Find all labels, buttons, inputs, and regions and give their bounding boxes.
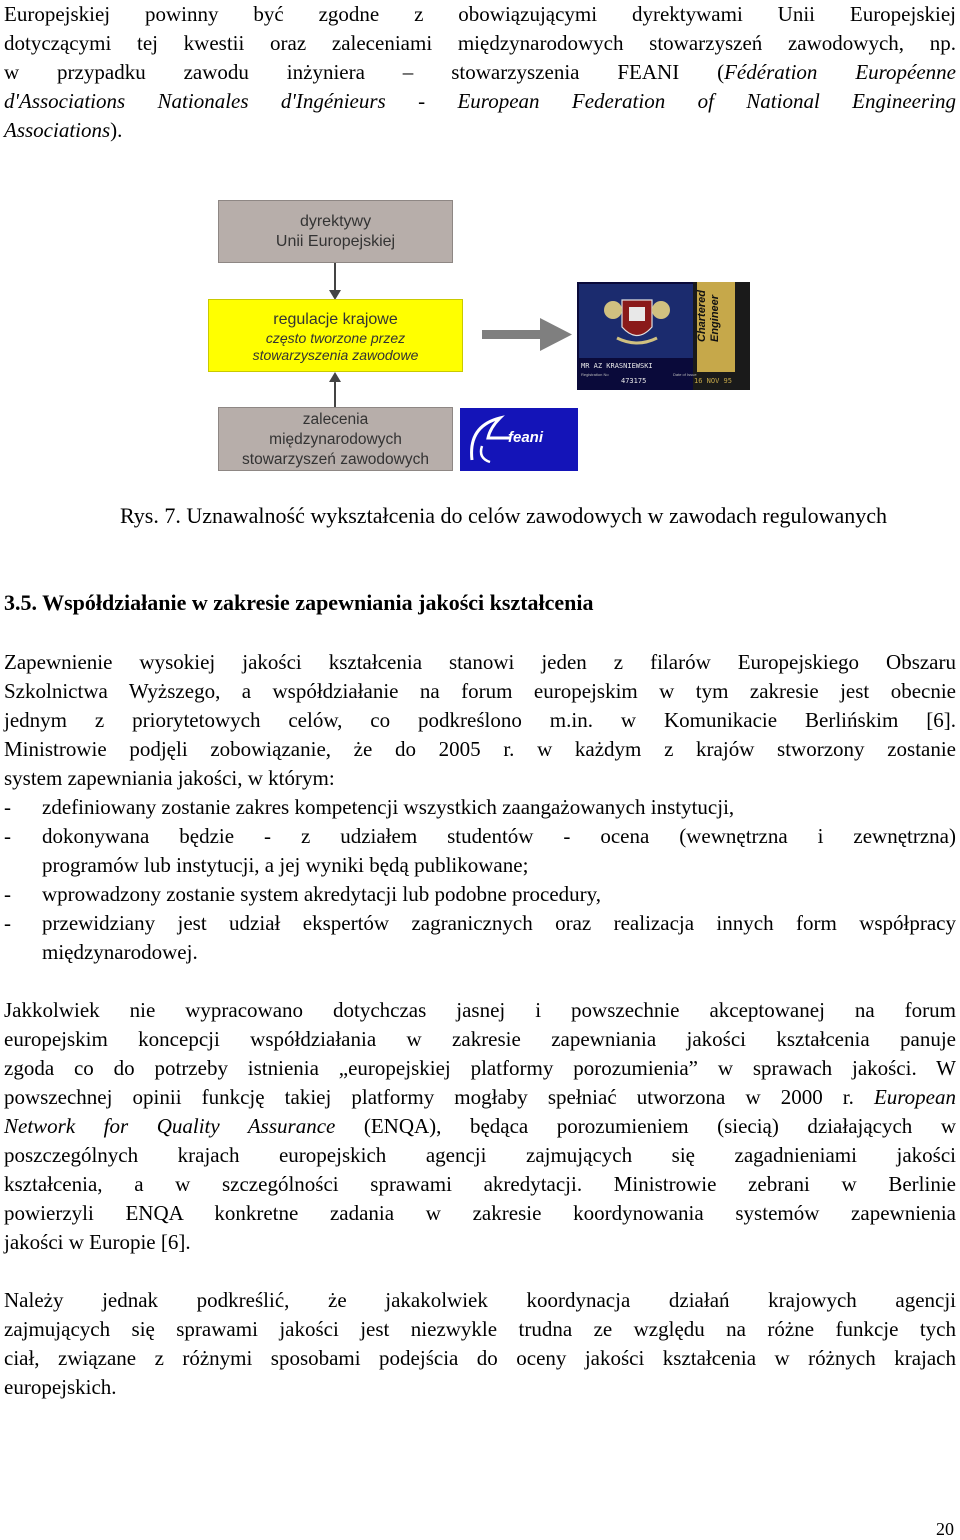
text-line: dotyczącymi tej kwestii oraz zaleceniami międzynarodowych stowarzyszeń zawodowych, np. bbox=[4, 31, 956, 55]
arrow-down-connector bbox=[334, 263, 336, 293]
svg-text:feani: feani bbox=[508, 429, 544, 446]
svg-text:Chartered: Chartered bbox=[696, 290, 708, 342]
text-line: Network for Quality Assurance (ENQA), będąca porozumieniem (siecią) działających w bbox=[4, 1114, 957, 1138]
text-line: powszechnej opinii funkcję takiej platformy mogłaby spełniać utworzona w 2000 r. European bbox=[4, 1085, 956, 1109]
svg-text:16 NOV 95: 16 NOV 95 bbox=[694, 377, 732, 385]
arrow-up-head bbox=[329, 372, 341, 382]
svg-text:MR AZ KRASNIEWSKI: MR AZ KRASNIEWSKI bbox=[581, 362, 653, 370]
international-recommendations-box: zalecenia międzynarodowych stowarzyszeń zawodowych bbox=[218, 407, 453, 471]
text-line: jednym z priorytetowych celów, co podkreślono m.in. w Komunikacie Berlińskim [6]. bbox=[4, 708, 956, 732]
svg-text:Date of Issue: Date of Issue bbox=[673, 372, 697, 377]
text-line: jakości w Europie [6]. bbox=[4, 1230, 191, 1254]
chartered-engineer-card-image bbox=[577, 282, 750, 390]
text-line: system zapewniania jakości, w którym: bbox=[4, 766, 335, 790]
text-line: zajmujących się sprawami jakości jest niezwykle trudna ze względu na różne funkcje tych bbox=[4, 1317, 956, 1341]
intro-paragraph bbox=[4, 0, 956, 145]
paragraph bbox=[4, 648, 956, 793]
text-line: Ministrowie podjęli zobowiązanie, że do 2005 r. w każdym z krajów stworzony zostanie bbox=[4, 737, 956, 761]
arrow-up-connector bbox=[334, 380, 336, 407]
text-line: ciał, związane z różnymi sposobami podejścia do oceny jakości kształcenia w różnych krajach bbox=[4, 1346, 956, 1370]
national-regulations-box: regulacje krajowe często tworzone przez stowarzyszenia zawodowe bbox=[208, 299, 463, 372]
text-line: poszczególnych krajach europejskich agencji zajmujących się zagadnieniami jakości bbox=[4, 1143, 956, 1167]
text-line: Associations). bbox=[4, 118, 123, 142]
paragraph bbox=[4, 996, 956, 1257]
text-line: powierzyli ENQA konkretne zadania w zakresie koordynowania systemów zapewnienia bbox=[4, 1201, 956, 1225]
text-line: Zapewnienie wysokiej jakości kształcenia stanowi jeden z filarów Europejskiego Obszaru bbox=[4, 650, 956, 674]
svg-text:Engineer: Engineer bbox=[709, 294, 721, 342]
text-line: kształcenia, a w szczególności sprawami akredytacji. Ministrowie zebrani w Berlinie bbox=[4, 1172, 956, 1196]
arrow-right-icon bbox=[482, 318, 572, 352]
svg-text:Registration No: Registration No bbox=[581, 372, 609, 377]
section-heading: 3.5. Współdziałanie w zakresie zapewniania jakości kształcenia bbox=[4, 590, 594, 615]
text-line: w przypadku zawodu inżyniera – stowarzyszenia FEANI (Fédération Européenne bbox=[4, 60, 956, 84]
text-line: d'Associations Nationales d'Ingénieurs - European Federation of National Engineering bbox=[4, 89, 956, 113]
svg-text:473175: 473175 bbox=[621, 377, 647, 385]
feani-logo bbox=[460, 408, 578, 471]
page-number: 20 bbox=[936, 1519, 954, 1539]
text-line: zgoda co do potrzeby istnienia „europejskiej platformy porozumienia” w sprawach jakości. W bbox=[4, 1056, 956, 1080]
text-line: Należy jednak podkreślić, że jakakolwiek koordynacja działań krajowych agencji bbox=[4, 1288, 956, 1312]
text-line: Europejskiej powinny być zgodne z obowiązującymi dyrektywami Unii Europejskiej bbox=[4, 2, 956, 26]
figure-caption: Rys. 7. Uznawalność wykształcenia do celów zawodowych w zawodach regulowanych bbox=[120, 503, 888, 528]
text-line: Szkolnictwa Wyższego, a współdziałanie na forum europejskim w tym zakresie jest obecnie bbox=[4, 679, 956, 703]
eu-directives-box: dyrektywy Unii Europejskiej bbox=[218, 200, 453, 263]
text-line: Jakkolwiek nie wypracowano dotychczas jasnej i powszechnie akceptowanej na forum bbox=[4, 998, 956, 1022]
paragraph bbox=[4, 1286, 956, 1402]
text-line: europejskich. bbox=[4, 1375, 117, 1399]
text-line: europejskim koncepcji współdziałania w zakresie zapewniania jakości kształcenia panuje bbox=[4, 1027, 956, 1051]
